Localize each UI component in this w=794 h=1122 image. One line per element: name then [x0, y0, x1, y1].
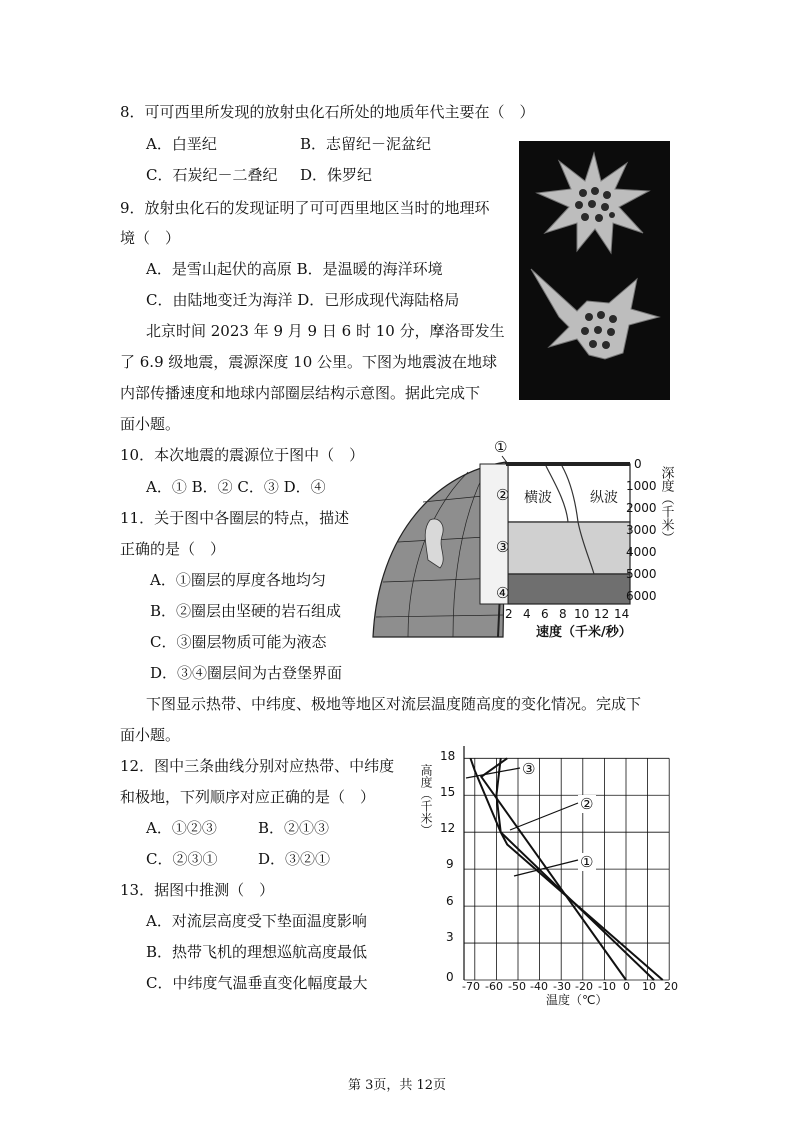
speed-tick: 14 [614, 607, 630, 621]
q13-option-a: A．对流层高度受下垫面温度影响 [146, 912, 367, 930]
temperature-altitude-chart [418, 740, 690, 1008]
depth-tick: 2000 [626, 501, 657, 515]
depth-axis-title: 深度（千米） [658, 466, 674, 544]
q11-stem-line1: 11．关于图中各圈层的特点，描述 [120, 509, 350, 527]
depth-tick: 0 [634, 457, 642, 471]
x-tick: -30 [553, 980, 571, 993]
label-four: ④ [496, 584, 510, 602]
q9-stem-line2: 境（ ） [120, 229, 181, 247]
q12-option-b: B．②①③ [258, 819, 330, 837]
q9-options-cd: C．由陆地变迁为海洋 D．已形成现代海陆格局 [146, 291, 460, 309]
page-footer: 第 3页，共 12页 [347, 1078, 447, 1093]
speed-axis-label: 速度（千米/秒） [536, 625, 632, 640]
x-tick: -50 [508, 980, 526, 993]
q12-stem-line1: 12．图中三条曲线分别对应热带、中纬度 [120, 757, 395, 775]
depth-tick: 5000 [626, 567, 657, 581]
q12-option-a: A．①②③ [146, 819, 217, 837]
q8-option-c: C．石炭纪－二叠纪 [146, 166, 278, 184]
x-tick: -20 [575, 980, 593, 993]
q8-option-b: B．志留纪－泥盆纪 [300, 135, 432, 153]
x-tick: -40 [530, 980, 548, 993]
x-tick: -60 [485, 980, 503, 993]
layer-1-crust [506, 462, 630, 466]
y-tick: 6 [446, 894, 454, 908]
q11-stem-line2: 正确的是（ ） [120, 540, 226, 558]
x-tick: -70 [462, 980, 480, 993]
y-axis-label: 高度（千米） [419, 764, 433, 836]
q11-option-c: C．③圈层物质可能为液态 [150, 633, 327, 651]
label-three: ③ [496, 538, 510, 556]
y-tick: 3 [446, 930, 454, 944]
q8-stem: 8．可可西里所发现的放射虫化石所处的地质年代主要在（ ） [120, 103, 535, 121]
speed-tick: 6 [541, 607, 549, 621]
q13-stem: 13．据图中推测（ ） [120, 881, 275, 899]
y-tick: 18 [440, 749, 456, 763]
label-two: ② [496, 486, 510, 504]
q10-stem: 10．本次地震的震源位于图中（ ） [120, 446, 365, 464]
q12-stem-line2: 和极地，下列顺序对应正确的是（ ） [120, 788, 376, 806]
s-wave-label: 横波 [524, 490, 552, 506]
q13-option-c: C．中纬度气温垂直变化幅度最大 [146, 974, 368, 992]
x-tick: 10 [642, 980, 656, 993]
y-tick: 12 [440, 821, 456, 835]
q12-option-c: C．②③① [146, 850, 218, 868]
depth-tick: 3000 [626, 523, 657, 537]
speed-tick: 4 [523, 607, 531, 621]
curve-label-3: ③ [522, 760, 536, 778]
curve-label-2: ② [580, 795, 594, 813]
x-axis-label: 温度（℃） [546, 993, 608, 1007]
quake-intro-line3: 内部传播速度和地球内部圈层结构示意图。据此完成下 [120, 384, 481, 402]
label-one: ① [494, 438, 508, 456]
q9-stem-line1: 9．放射虫化石的发现证明了可可西里地区当时的地理环 [120, 199, 490, 217]
quake-intro-line1: 北京时间 2023 年 9 月 9 日 6 时 10 分，摩洛哥发生 [146, 322, 505, 340]
temp-intro-line2: 面小题。 [120, 726, 181, 744]
q13-option-b: B．热带飞机的理想巡航高度最低 [146, 943, 368, 961]
quake-intro-line4: 面小题。 [120, 415, 181, 433]
q8-option-d: D．侏罗纪 [300, 166, 373, 184]
radiolarian-fossil-photo [519, 141, 670, 400]
fossil-bottom [531, 269, 659, 359]
speed-tick: 10 [574, 607, 590, 621]
q8-option-a: A．白垩纪 [146, 135, 217, 153]
x-tick: 20 [664, 980, 678, 993]
speed-tick: 12 [594, 607, 610, 621]
y-tick: 15 [440, 785, 456, 799]
q11-option-b: B．②圈层由坚硬的岩石组成 [150, 602, 342, 620]
speed-tick: 8 [559, 607, 567, 621]
layer-3-outer-core [508, 522, 630, 574]
p-wave-label: 纵波 [590, 490, 618, 506]
q12-option-d: D．③②① [258, 850, 331, 868]
y-tick: 0 [446, 970, 454, 984]
curve-label-1: ① [580, 853, 594, 871]
x-tick: 0 [623, 980, 630, 993]
earth-structure-diagram [368, 432, 688, 652]
depth-tick: 6000 [626, 589, 657, 603]
y-tick: 9 [446, 857, 454, 871]
temp-intro-line1: 下图显示热带、中纬度、极地等地区对流层温度随高度的变化情况。完成下 [146, 695, 642, 713]
x-tick: -10 [598, 980, 616, 993]
depth-tick: 4000 [626, 545, 657, 559]
quake-intro-line2: 了 6.9 级地震，震源深度 10 公里。下图为地震波在地球 [120, 353, 498, 371]
q11-option-d: D．③④圈层间为古登堡界面 [150, 664, 343, 682]
speed-tick: 2 [505, 607, 513, 621]
q11-option-a: A．①圈层的厚度各地均匀 [150, 571, 326, 589]
q10-options: A．① B．② C．③ D．④ [146, 478, 326, 496]
depth-tick: 1000 [626, 479, 657, 493]
q9-options-ab: A．是雪山起伏的高原 B．是温暖的海洋环境 [146, 260, 443, 278]
layer-4-inner-core [508, 574, 630, 604]
fossil-top [537, 153, 649, 253]
